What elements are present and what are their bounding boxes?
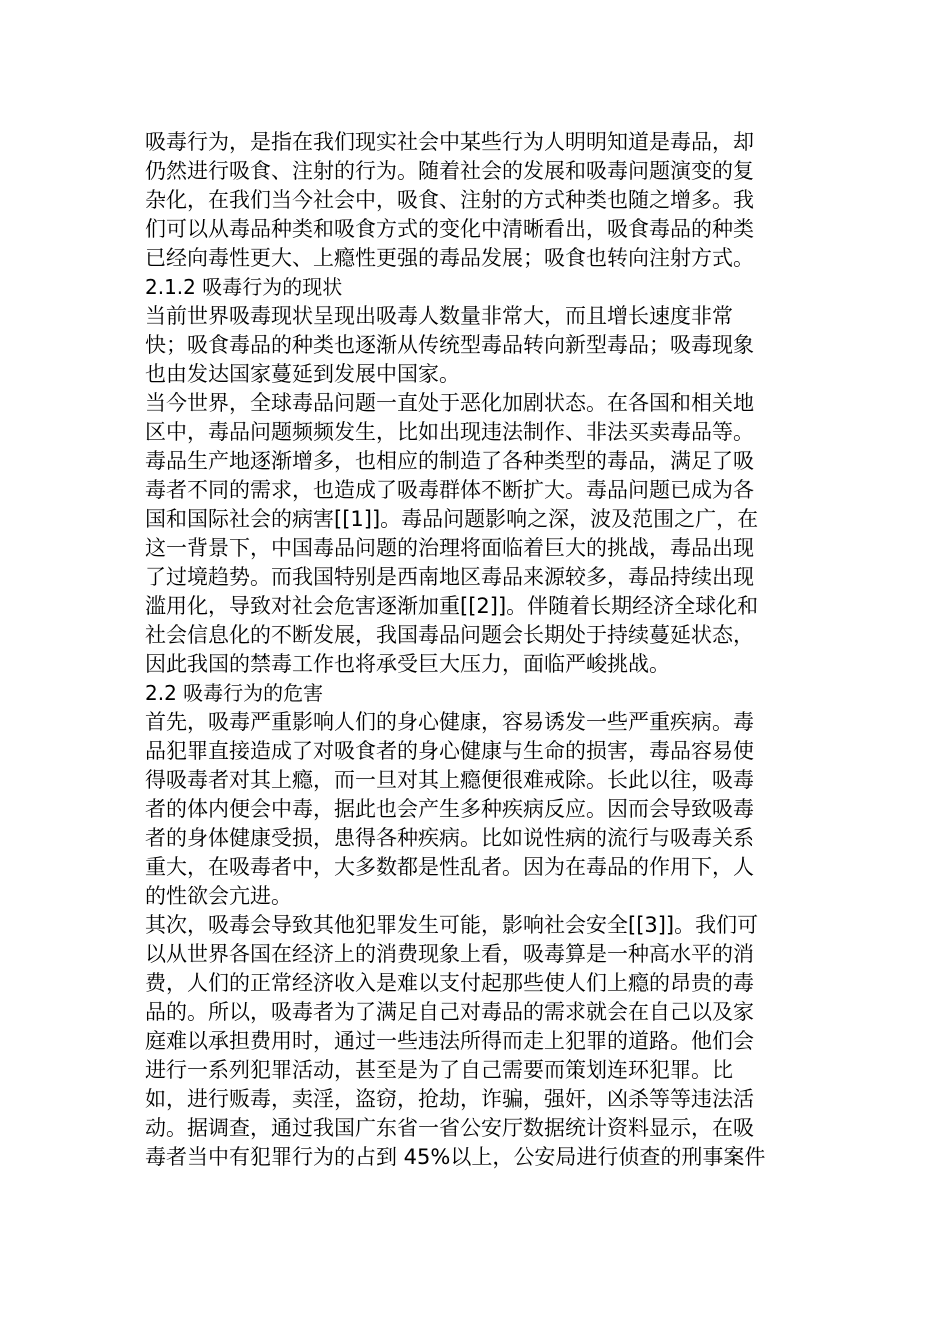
text-line: 进行一系列犯罪活动，甚至是为了自己需要而策划连环犯罪。比: [145, 1058, 733, 1082]
text-line: 品犯罪直接造成了对吸食者的身心健康与生命的损害，毒品容易使: [145, 739, 754, 763]
text-line: 也由发达国家蔓延到发展中国家。: [145, 362, 460, 386]
text-line: 如，进行贩毒，卖淫，盗窃，抢劫，诈骗，强奸，凶杀等等违法活: [145, 1087, 754, 1111]
section-heading-2-2: 2.2 吸毒行为的危害: [145, 681, 324, 705]
text-line: 动。据调查，通过我国广东省一省公安厅数据统计资料显示，在吸: [145, 1116, 754, 1140]
text-line: 以从世界各国在经济上的消费现象上看，吸毒算是一种高水平的消: [145, 942, 754, 966]
text-line: 费，人们的正常经济收入是难以支付起那些使人们上瘾的昂贵的毒: [145, 971, 754, 995]
text-line: 社会信息化的不断发展，我国毒品问题会长期处于持续蔓延状态，: [145, 623, 754, 647]
text-line: 毒者当中有犯罪行为的占到 45%以上，公安局进行侦查的刑事案件: [145, 1145, 766, 1169]
text-line: 因此我国的禁毒工作也将承受巨大压力，面临严峻挑战。: [145, 652, 670, 676]
text-line: 国和国际社会的病害[[1]]。毒品问题影响之深，波及范围之广，在: [145, 507, 759, 531]
text-line: 了过境趋势。而我国特别是西南地区毒品来源较多，毒品持续出现: [145, 565, 754, 589]
text-line: 快；吸食毒品的种类也逐渐从传统型毒品转向新型毒品；吸毒现象: [145, 333, 754, 357]
text-line: 这一背景下，中国毒品问题的治理将面临着巨大的挑战，毒品出现: [145, 536, 754, 560]
text-line: 当今世界，全球毒品问题一直处于恶化加剧状态。在各国和相关地: [145, 391, 754, 415]
text-line: 者的体内便会中毒，据此也会产生多种疾病反应。因而会导致吸毒: [145, 797, 754, 821]
text-line: 已经向毒性更大、上瘾性更强的毒品发展；吸食也转向注射方式。: [145, 246, 754, 270]
text-line: 得吸毒者对其上瘾，而一旦对其上瘾便很难戒除。长此以往，吸毒: [145, 768, 754, 792]
section-heading-2-1-2: 2.1.2 吸毒行为的现状: [145, 275, 343, 299]
document-body: [145, 128, 805, 1172]
text-line: 仍然进行吸食、注射的行为。随着社会的发展和吸毒问题演变的复: [145, 159, 754, 183]
text-line: 的性欲会亢进。: [145, 884, 292, 908]
paragraph-current-situation: [145, 302, 805, 389]
paragraph-health-harm: [145, 708, 805, 911]
text-line: 庭难以承担费用时，通过一些违法所得而走上犯罪的道路。他们会: [145, 1029, 754, 1053]
text-line: 吸毒行为，是指在我们现实社会中某些行为人明明知道是毒品，却: [145, 130, 754, 154]
text-line: 重大，在吸毒者中，大多数都是性乱者。因为在毒品的作用下，人: [145, 855, 754, 879]
paragraph-crime-harm: [145, 911, 805, 1172]
paragraph-drug-behavior-definition: [145, 128, 805, 273]
text-line: 品的。所以，吸毒者为了满足自己对毒品的需求就会在自己以及家: [145, 1000, 754, 1024]
text-line: 们可以从毒品种类和吸食方式的变化中清晰看出，吸食毒品的种类: [145, 217, 754, 241]
text-line: 杂化，在我们当今社会中，吸食、注射的方式种类也随之增多。我: [145, 188, 754, 212]
text-line: 毒者不同的需求，也造成了吸毒群体不断扩大。毒品问题已成为各: [145, 478, 754, 502]
text-line: 滥用化，导致对社会危害逐渐加重[[2]]。伴随着长期经济全球化和: [145, 594, 759, 618]
text-line: 者的身体健康受损，患得各种疾病。比如说性病的流行与吸毒关系: [145, 826, 754, 850]
text-line: 首先，吸毒严重影响人们的身心健康，容易诱发一些严重疾病。毒: [145, 710, 754, 734]
text-line: 其次，吸毒会导致其他犯罪发生可能，影响社会安全[[3]]。我们可: [145, 913, 759, 937]
text-line: 当前世界吸毒现状呈现出吸毒人数量非常大，而且增长速度非常: [145, 304, 733, 328]
text-line: 毒品生产地逐渐增多，也相应的制造了各种类型的毒品，满足了吸: [145, 449, 754, 473]
text-line: 区中，毒品问题频频发生，比如出现违法制作、非法买卖毒品等。: [145, 420, 754, 444]
paragraph-global-drug-problem: [145, 389, 805, 679]
